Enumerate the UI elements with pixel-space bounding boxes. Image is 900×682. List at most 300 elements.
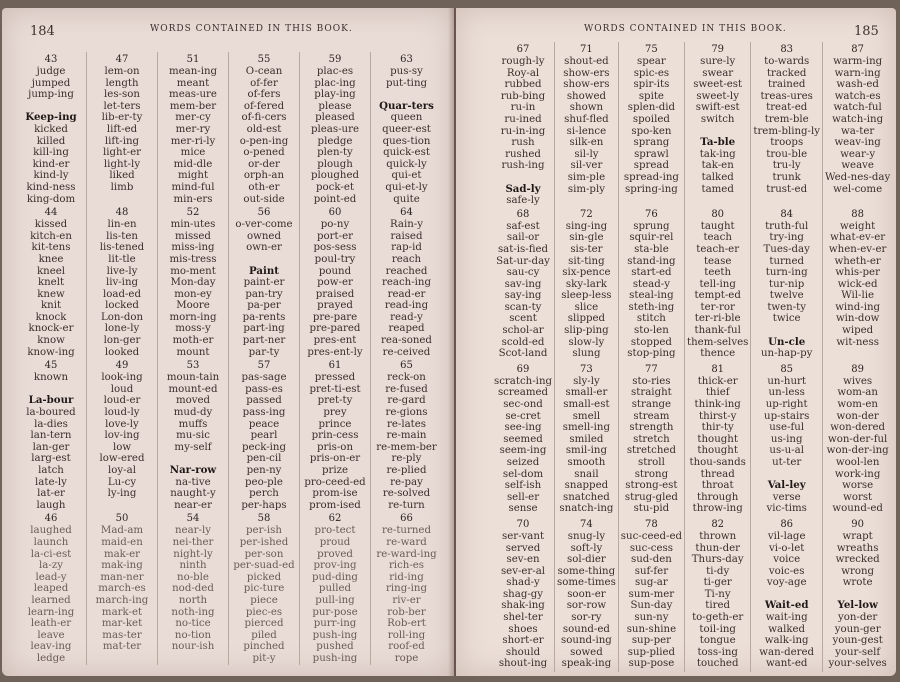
lesson-number: 83 <box>780 44 794 55</box>
word: pierced <box>244 618 284 630</box>
word-list <box>160 66 226 205</box>
word: pa-per <box>247 300 281 312</box>
word: shad-y <box>506 577 540 589</box>
word: wear-y <box>840 148 876 160</box>
lesson-column <box>823 517 892 672</box>
word: na-tive <box>175 476 211 488</box>
word-list <box>687 221 748 360</box>
word: youn-gest <box>832 635 883 647</box>
word: soft-ly <box>570 542 603 554</box>
lesson-number: 61 <box>328 360 342 372</box>
word: smell <box>572 410 601 422</box>
word-list <box>494 531 552 670</box>
lesson-number: 67 <box>516 44 530 55</box>
word: switch <box>700 113 735 125</box>
lesson-column <box>555 362 619 517</box>
word: mas-ter <box>102 629 142 641</box>
word: tracked <box>766 67 807 79</box>
word: warn-ing <box>834 67 881 79</box>
word: some-thing <box>557 565 616 577</box>
word: piled <box>251 629 277 641</box>
word: sat-is-fied <box>497 243 549 255</box>
word: un-less <box>768 387 805 399</box>
word: kind-ness <box>26 181 76 193</box>
word: perch <box>249 488 279 500</box>
word: wiped <box>842 325 874 337</box>
lesson-number: 71 <box>580 44 593 55</box>
word: vic-tims <box>766 503 807 515</box>
word: stopped <box>630 336 672 348</box>
word: lift-ed <box>106 123 138 135</box>
word-list <box>231 525 297 664</box>
word: twelve <box>769 290 804 302</box>
lesson-number: 50 <box>115 513 129 525</box>
word-list <box>825 221 890 349</box>
word: put-ting <box>385 77 428 89</box>
word: miss-ing <box>171 242 215 254</box>
word: think-ing <box>694 399 741 410</box>
word: light-er <box>102 147 142 159</box>
word: lone-ly <box>104 323 140 335</box>
word: loud-ly <box>104 407 140 419</box>
word: pull-ing <box>315 594 355 606</box>
word: tempt-ed <box>694 290 741 302</box>
word: part-ner <box>242 335 286 347</box>
word: Sad-ly <box>505 182 541 195</box>
word: stead-y <box>632 278 670 290</box>
lesson-number: 65 <box>400 360 413 372</box>
word: sun-ny <box>634 612 669 624</box>
lesson-number: 68 <box>516 208 530 220</box>
lesson-column <box>300 511 371 664</box>
lesson-column <box>555 207 619 362</box>
word: raised <box>390 230 423 242</box>
word: liked <box>109 170 135 182</box>
word: wound-ed <box>832 503 883 515</box>
word: sound-ed <box>562 623 610 635</box>
word: them-selves <box>687 336 749 348</box>
word-list <box>231 372 297 511</box>
word: sim-ply <box>567 183 605 195</box>
word: scent <box>509 313 537 325</box>
word-list <box>825 376 890 515</box>
word: pen-ny <box>246 465 282 476</box>
lesson-column <box>371 358 442 511</box>
word: some-times <box>557 577 616 589</box>
word: pas-sage <box>241 372 287 384</box>
word: thun-der <box>695 542 740 554</box>
lesson-number: 51 <box>186 54 200 65</box>
lesson-number: 49 <box>115 360 129 372</box>
word: say-ing <box>504 290 542 302</box>
word: wrong <box>841 565 875 577</box>
word: lon-ger <box>103 335 141 347</box>
word: late-ly <box>35 476 67 488</box>
word: suc-cess <box>629 542 673 554</box>
word: larg-est <box>31 453 71 465</box>
lesson-number: 88 <box>851 208 864 220</box>
word: worse <box>842 480 874 492</box>
word: ser-vant <box>501 530 545 542</box>
lesson-column <box>685 207 751 362</box>
word: Ta-ble <box>700 136 736 149</box>
word: sing-ing <box>565 220 608 232</box>
word: north <box>178 594 208 606</box>
word: wan-dered <box>759 646 815 658</box>
word: whis-per <box>835 267 880 279</box>
word: verse <box>772 491 801 503</box>
word: wrapt <box>842 530 873 542</box>
word: ter-ri-ble <box>694 313 741 325</box>
word: to-geth-er <box>692 612 744 624</box>
word: lit-tle <box>108 253 136 265</box>
word: light-ly <box>103 158 141 170</box>
word: seemed <box>503 433 543 445</box>
word: load-ed <box>103 288 141 300</box>
word: mon-ey <box>174 288 212 300</box>
lesson-column <box>492 207 555 362</box>
word: walked <box>768 623 806 635</box>
word: Thurs-day <box>691 554 744 566</box>
word: stitch <box>636 313 666 325</box>
word: toss-ing <box>697 646 738 658</box>
word-list <box>373 525 440 664</box>
word: mar-ket <box>101 618 143 630</box>
word: soon-er <box>567 588 606 600</box>
word: nei-ther <box>172 536 214 548</box>
word: lan-tern <box>30 430 72 442</box>
word: spir-its <box>633 79 670 91</box>
word-list <box>89 372 155 500</box>
word: kissed <box>34 219 68 231</box>
word: mark-et <box>101 606 143 618</box>
word: pock-et <box>316 181 354 193</box>
word: pan-try <box>245 288 283 300</box>
word: sound-ing <box>561 635 612 647</box>
word: pre-pared <box>309 323 361 335</box>
word-list <box>302 219 368 358</box>
word: rob-ber <box>387 606 426 618</box>
lesson-number: 53 <box>186 360 200 372</box>
word: talked <box>701 171 734 183</box>
word: re-gions <box>385 407 428 419</box>
lesson-number: 44 <box>44 207 58 219</box>
word: stu-pid <box>633 503 670 515</box>
word: roll-ing <box>387 629 426 641</box>
word: slipped <box>567 313 606 325</box>
word: killed <box>36 135 66 147</box>
word: ru-ined <box>504 113 542 125</box>
word: no-ble <box>177 571 209 583</box>
word: reach-ing <box>381 277 432 289</box>
word: stand-ing <box>627 255 676 267</box>
word: shown <box>569 102 604 114</box>
word: O-cean <box>245 66 283 77</box>
word: mud-dy <box>173 407 213 419</box>
word: voy-age <box>766 577 807 589</box>
word: meant <box>176 77 210 89</box>
lesson-number: 82 <box>711 518 725 530</box>
word: mat-ter <box>102 641 142 653</box>
word: stroll <box>637 456 665 468</box>
word: trunk <box>772 171 801 183</box>
word: snatched <box>563 491 610 503</box>
word: tak-en <box>701 160 734 172</box>
lesson-column <box>751 207 823 362</box>
word: of-fer <box>250 77 278 89</box>
word: sum-mer <box>628 588 675 600</box>
word-list <box>302 525 368 664</box>
word: naught-y <box>170 488 216 500</box>
word: rope <box>394 652 419 664</box>
word: vil-lage <box>767 530 806 542</box>
lesson-column <box>158 205 229 358</box>
word: spring-ing <box>625 183 678 195</box>
word: known <box>33 372 69 384</box>
word: tur-nip <box>769 278 805 290</box>
lesson-column <box>371 205 442 358</box>
word: spread <box>633 160 670 172</box>
word: nour-ish <box>171 641 215 653</box>
word: ru-in-ing <box>500 125 546 137</box>
left-word-grid <box>16 52 442 664</box>
lesson-column <box>555 42 619 207</box>
word-list <box>825 56 890 195</box>
word: mis-tress <box>169 253 217 265</box>
word: strange <box>631 399 672 410</box>
word: pledge <box>317 135 353 147</box>
word-list <box>18 525 84 664</box>
word-list <box>753 56 820 195</box>
word: snail <box>574 468 599 480</box>
word-list <box>687 56 748 195</box>
word: Paint <box>249 264 279 277</box>
word: pret-ti-est <box>309 383 361 395</box>
word: shuf-fled <box>564 113 609 125</box>
word: leaped <box>33 583 69 595</box>
word-list <box>621 376 682 515</box>
word: turned <box>769 255 804 267</box>
word: know-ing <box>27 346 75 358</box>
word: ques-tion <box>382 135 431 147</box>
word: kind-er <box>32 158 70 170</box>
word: peo-ple <box>245 476 283 488</box>
word: re-lates <box>386 418 427 430</box>
word: sup-plied <box>627 646 676 658</box>
word: mer-cy <box>175 112 211 124</box>
word: reck-on <box>387 372 426 384</box>
word: pres-ent-ly <box>307 346 363 358</box>
lesson-column <box>555 517 619 672</box>
word-list <box>687 376 748 515</box>
word: what-ev-er <box>830 232 886 244</box>
word: orph-an <box>243 170 285 182</box>
word: point-ed <box>313 193 357 205</box>
word: straight <box>631 387 672 399</box>
word: let-ters <box>103 100 141 112</box>
lesson-number: 87 <box>851 44 864 55</box>
lesson-column <box>751 517 823 672</box>
word: sense <box>508 503 538 515</box>
word: tell-ing <box>699 278 736 290</box>
word: love-ly <box>105 418 139 430</box>
word: of-fered <box>243 100 285 112</box>
word: La-bour <box>28 394 74 407</box>
word: smil-ing <box>565 445 608 457</box>
word: showed <box>566 90 607 102</box>
word: slip-ping <box>564 325 609 337</box>
lesson-number: 85 <box>780 363 794 375</box>
word: la-dies <box>34 418 68 430</box>
word: mak-er <box>103 548 141 560</box>
word: ring-ing <box>386 583 427 595</box>
word: start-ed <box>631 267 672 279</box>
word: Lon-don <box>100 311 144 323</box>
word: thought <box>697 433 738 445</box>
word: pris-on <box>316 441 353 453</box>
word: twice <box>772 313 801 325</box>
word: ter-ror <box>700 301 735 313</box>
word: Val-ley <box>767 479 806 492</box>
word: strong <box>634 468 669 480</box>
word: wool-len <box>835 456 880 468</box>
word: sim-ple <box>567 171 606 183</box>
word: treas-ures <box>760 90 813 102</box>
word: suc-ceed-ed <box>620 530 683 542</box>
lesson-number: 89 <box>851 363 864 375</box>
lesson-number: 90 <box>851 518 864 530</box>
word: stretched <box>626 445 676 457</box>
word: trust-ed <box>766 183 808 195</box>
word: leav-ing <box>30 641 72 653</box>
word: push-ing <box>312 652 358 664</box>
word: please <box>318 100 352 112</box>
word: loy-al <box>108 465 136 476</box>
word: spear <box>637 56 666 67</box>
word: thread <box>700 468 735 480</box>
lesson-number: 46 <box>44 513 58 525</box>
word: lib-er-ty <box>101 112 143 124</box>
lesson-column <box>87 511 158 664</box>
word: low-ered <box>99 453 145 465</box>
word: low <box>112 441 132 453</box>
lesson-column <box>229 358 300 511</box>
word: pus-sy <box>390 66 423 77</box>
word: loud-er <box>103 395 141 407</box>
word: sweet-ly <box>696 90 739 102</box>
word: kit-tens <box>31 242 71 254</box>
word-list <box>825 531 890 670</box>
word: yon-der <box>837 612 878 624</box>
word-spacer <box>753 325 820 337</box>
word: play-ing <box>314 89 356 101</box>
word: locked <box>105 300 139 312</box>
word: rub-bing <box>500 90 546 102</box>
word: kicked <box>34 123 68 135</box>
lesson-number: 73 <box>580 363 593 375</box>
lesson-number: 45 <box>44 360 58 372</box>
word: prey <box>323 407 347 419</box>
word: no-tion <box>174 629 212 641</box>
word: stretch <box>633 433 670 445</box>
word: use-ful <box>769 422 805 434</box>
word: swift-est <box>695 102 740 114</box>
word: sky-lark <box>565 278 607 290</box>
word-list <box>494 221 552 360</box>
lesson-number: 79 <box>711 44 725 55</box>
word: knock <box>35 311 67 323</box>
lesson-column <box>229 511 300 664</box>
word: youn-ger <box>834 623 881 635</box>
word: small-er <box>565 387 608 399</box>
word: strug-gled <box>624 491 678 503</box>
word: sprawl <box>634 148 669 160</box>
word: sure-ly <box>700 56 736 67</box>
lesson-number: 62 <box>328 513 342 525</box>
word: sto-len <box>634 325 669 337</box>
word-list <box>373 372 440 511</box>
word-list <box>89 219 155 358</box>
word: sly-ly <box>573 375 600 387</box>
word: self-ish <box>504 480 542 492</box>
word: quick-ly <box>386 158 427 170</box>
lesson-column <box>492 362 555 517</box>
word: of-fi-cers <box>241 112 287 124</box>
lesson-column <box>619 362 685 517</box>
word: sau-cy <box>506 267 540 279</box>
word: snatch-ing <box>559 503 614 515</box>
word: rid-ing <box>389 571 424 583</box>
word: treat-ed <box>766 102 808 114</box>
word: pleased <box>315 112 355 124</box>
word: re-ward <box>386 536 427 548</box>
word: smiled <box>569 433 604 445</box>
word: spite <box>638 90 664 102</box>
word: throw-ing <box>692 503 743 515</box>
lesson-number: 58 <box>257 513 271 525</box>
word: thank-ful <box>694 325 741 337</box>
word: see-ing <box>504 422 542 434</box>
word: ut-ter <box>772 456 802 468</box>
word: qui-et <box>391 170 422 182</box>
word: learned <box>31 594 71 606</box>
word: scold-ed <box>501 336 545 348</box>
word: trem-bling-ly <box>753 125 821 137</box>
lesson-number: 66 <box>400 513 413 525</box>
word: ti-dy <box>706 565 730 577</box>
word: tease <box>703 255 732 267</box>
word: own-er <box>246 242 282 254</box>
word: pulled <box>318 583 352 595</box>
word: suf-fer <box>634 565 669 577</box>
word: un-hap-py <box>760 348 813 360</box>
word: spo-ken <box>631 125 672 137</box>
word: us-ing <box>770 433 803 445</box>
word: live-ly <box>106 265 138 277</box>
word: sin-gle <box>569 232 604 244</box>
word: watch-ing <box>832 113 884 125</box>
word: piece <box>250 594 278 606</box>
word: shak-ing <box>501 600 545 612</box>
word: trem-ble <box>764 113 809 125</box>
word: oth-er <box>248 181 280 193</box>
word: mind-ful <box>171 181 215 193</box>
word: learn-ing <box>27 606 75 618</box>
word-list <box>18 219 84 358</box>
lesson-column <box>16 52 87 205</box>
word: show-ers <box>563 79 610 91</box>
lesson-number: 57 <box>257 360 271 372</box>
